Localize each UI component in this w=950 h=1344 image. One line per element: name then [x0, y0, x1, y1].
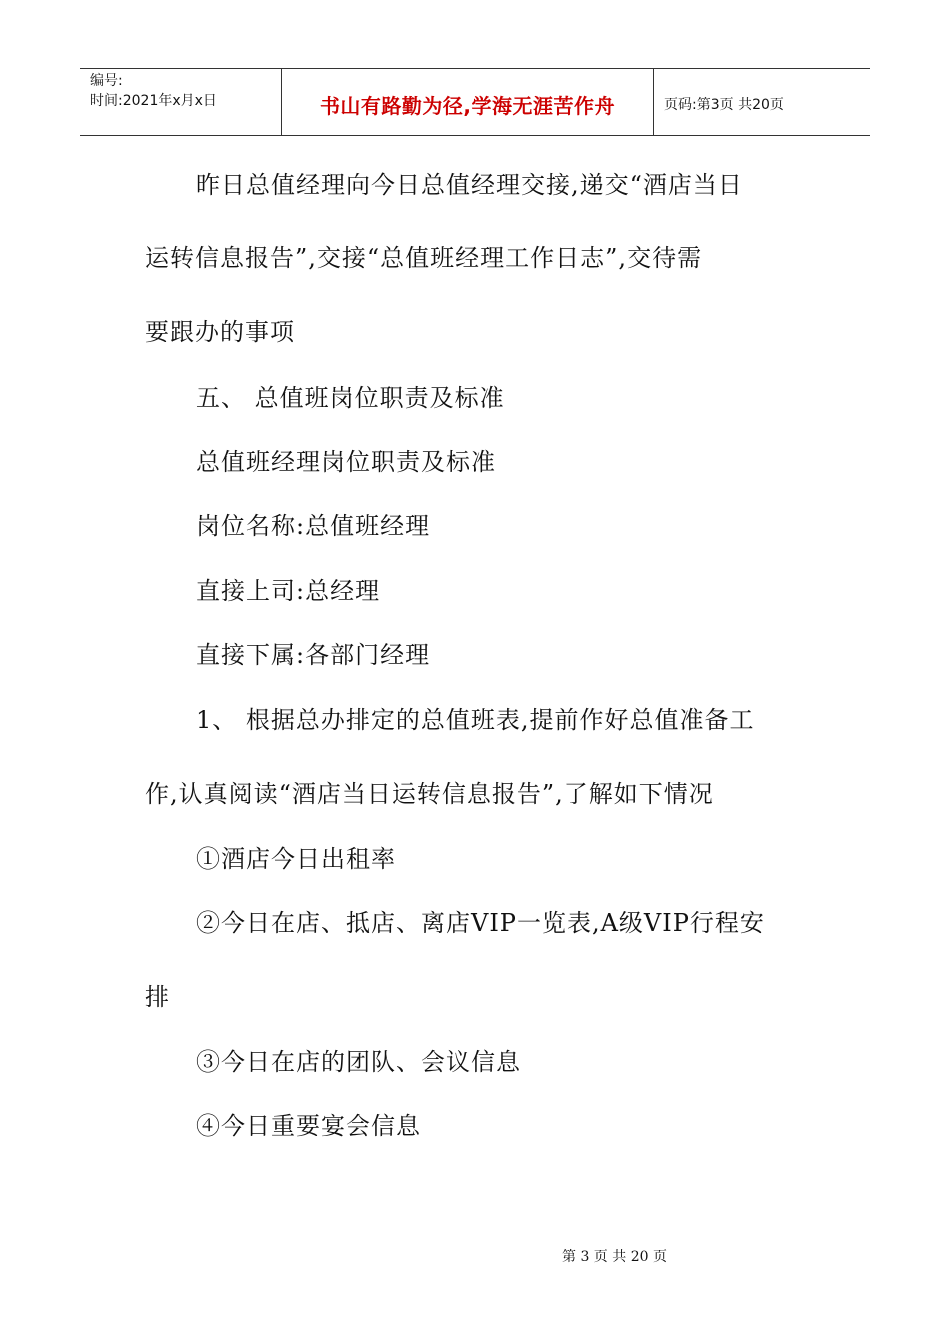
document-date-label: 时间:2021年x月x日 [90, 93, 217, 109]
document-number-label: 编号: [90, 73, 123, 89]
body-line: 岗位名称:总值班经理 [196, 512, 431, 540]
page-footer [0, 1246, 950, 1266]
header-slogan-cell [282, 69, 654, 135]
body-line: 排 [145, 983, 170, 1011]
header-page-cell [654, 69, 870, 135]
list-item: ①酒店今日出租率 [196, 845, 396, 873]
footer-page-number: 第 3 页 共 20 页 [562, 1249, 667, 1265]
list-item: ②今日在店、抵店、离店VIP一览表,A级VIP行程安 [196, 909, 765, 937]
body-line: 作,认真阅读“酒店当日运转信息报告”,了解如下情况 [145, 780, 714, 808]
list-item: ④今日重要宴会信息 [196, 1112, 421, 1140]
header-page-info: 页码:第3页 共20页 [664, 97, 784, 113]
header-meta-cell [80, 69, 282, 135]
body-line: 昨日总值经理向今日总值经理交接,递交“酒店当日 [196, 171, 743, 199]
body-line: 1、 根据总办排定的总值班表,提前作好总值准备工 [196, 706, 755, 734]
body-line: 直接下属:各部门经理 [196, 641, 431, 669]
body-line: 要跟办的事项 [145, 318, 295, 346]
document-header [80, 68, 870, 136]
list-item: ③今日在店的团队、会议信息 [196, 1048, 521, 1076]
header-slogan: 书山有路勤为径,学海无涯苦作舟 [319, 93, 616, 118]
body-line: 直接上司:总经理 [196, 577, 381, 605]
body-line: 运转信息报告”,交接“总值班经理工作日志”,交待需 [145, 244, 703, 272]
section-heading: 五、 总值班岗位职责及标准 [196, 384, 505, 412]
body-line: 总值班经理岗位职责及标准 [196, 448, 496, 476]
